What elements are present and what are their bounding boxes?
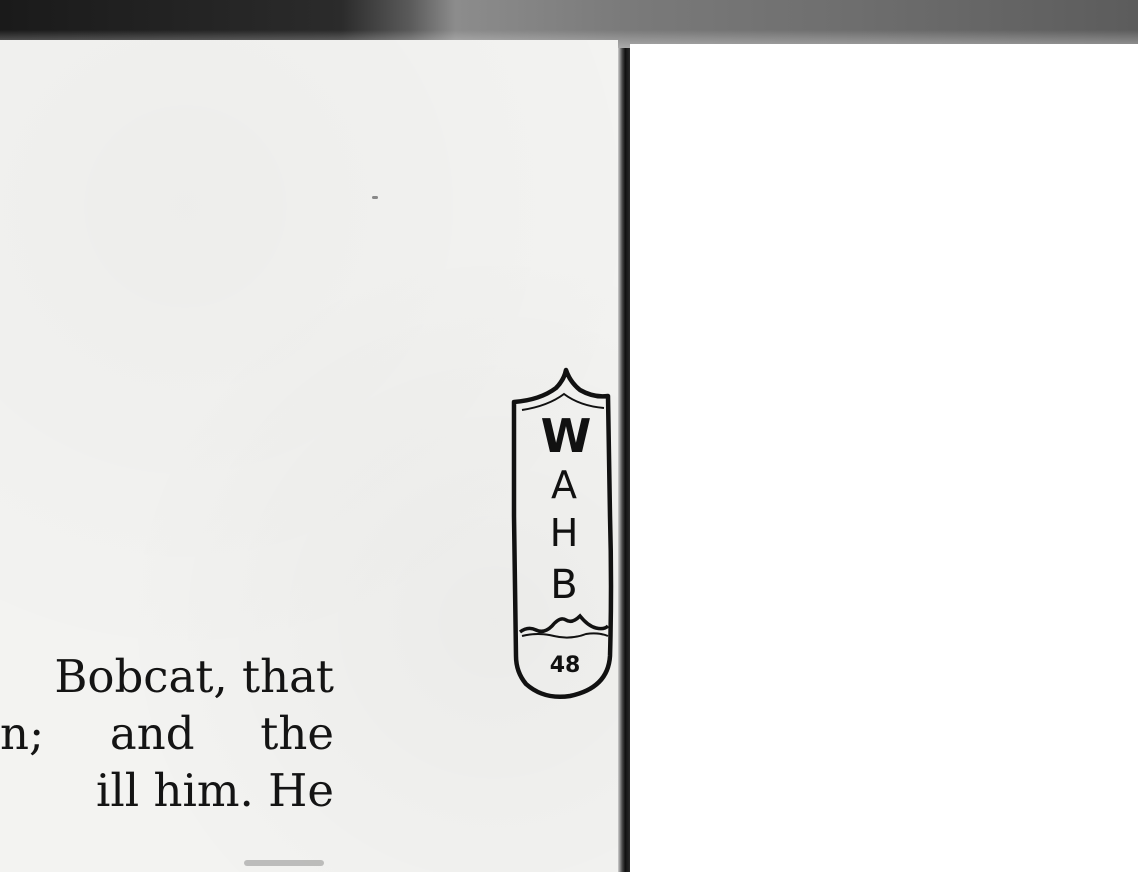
- emblem-letter-a: A: [551, 463, 577, 507]
- text-line-2-word: the: [260, 707, 334, 760]
- emblem-letter-b: B: [550, 562, 578, 608]
- book-gutter: [618, 48, 630, 872]
- right-page: [630, 44, 1138, 872]
- text-line-3: ill him. He: [95, 764, 334, 817]
- text-line-2: [0, 705, 334, 762]
- text-line-2-word: and: [109, 707, 195, 760]
- emblem-wave-base: [522, 633, 608, 637]
- emblem-letter-h: H: [549, 511, 579, 555]
- emblem-svg: [508, 366, 616, 706]
- paper-speck: [372, 196, 378, 199]
- emblem-letter-w: W: [540, 409, 592, 463]
- emblem-number: 48: [549, 653, 581, 678]
- text-line-1: Bobcat, that: [54, 650, 334, 703]
- page-body-text: [0, 648, 334, 819]
- text-line-2-word: n;: [0, 707, 45, 760]
- emblem-wave-ornament: [520, 616, 608, 632]
- wahb-emblem: [508, 366, 616, 706]
- paper-smudge: [244, 860, 324, 866]
